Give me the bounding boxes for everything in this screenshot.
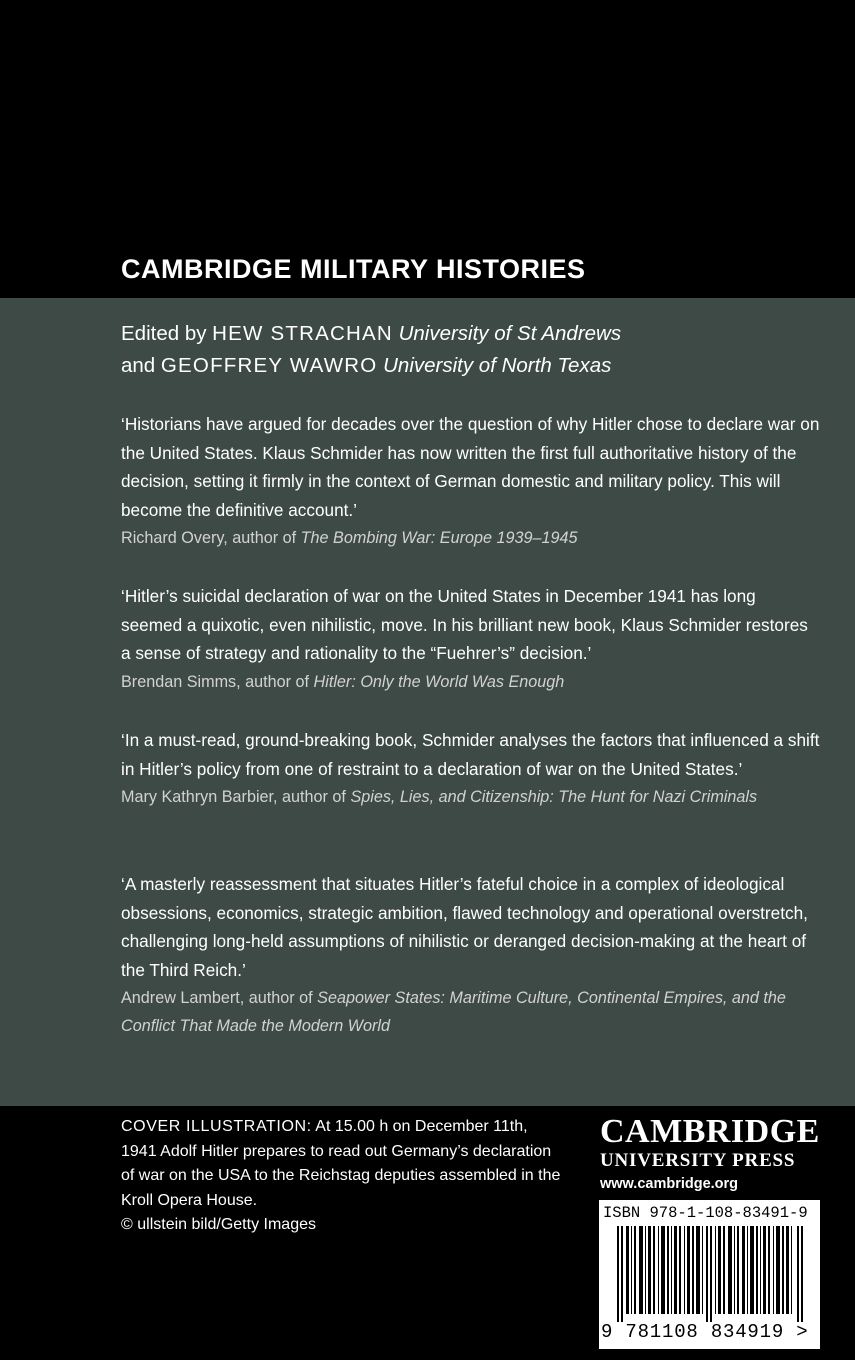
publisher-logo [600,1114,825,1196]
quote-book-title: Hitler: Only the World Was Enough [313,672,565,691]
editor-name: GEOFFREY WAWRO [160,354,378,377]
series-editors [121,318,821,382]
publisher-subname: UNIVERSITY PRESS [600,1150,796,1171]
endorsement-quote [121,870,821,1040]
cover-illustration-label: COVER ILLUSTRATION: [121,1118,312,1135]
barcode-icon [617,1226,803,1322]
publisher-name: CAMBRIDGE [600,1113,820,1150]
and-label: and [121,354,161,377]
quote-text: ‘Historians have argued for decades over the question of why Hitler chose to declare war on the United States. Klaus Schmider has now written the first full authoritative history of the decision, setting it firmly in the context of German domestic and military policy. This will become the definitive account.’ [121,414,820,520]
editor-name: HEW STRACHAN [212,322,393,345]
endorsement-quote [121,582,821,696]
quote-text: ‘A masterly reassessment that situates Hitler’s fateful choice in a complex of ideological obsessions, economics, strategic ambition, flawed technology and operational overstretch, challenging long-held assumptions of nihilistic or deranged decision-making at the heart of the Third Reich.’ [121,874,808,980]
editor-affiliation: University of North Texas [383,354,612,377]
quote-author: Brendan Simms, author of [121,672,314,691]
quote-text: ‘Hitler’s suicidal declaration of war on the United States in December 1941 has long seemed a quixotic, even nihilistic, move. In his brilliant new book, Klaus Schmider restores a sense of strategy and rationality to the “Fuehrer’s” decision.’ [121,586,808,664]
quote-book-title: The Bombing War: Europe 1939–1945 [300,529,578,548]
quote-author: Richard Overy, author of [121,529,301,548]
endorsement-quote [121,726,821,811]
editors-line-2 [121,350,821,382]
quote-attribution [121,668,821,696]
editors-line-1 [121,318,821,350]
isbn-label: ISBN 978-1-108-83491-9 [603,1204,808,1222]
quote-book-title: Seapower States: Maritime Culture, Continental Empires, and the Conflict That Made the Modern World [121,989,786,1036]
series-title: CAMBRIDGE MILITARY HISTORIES [121,254,586,284]
publisher-website: www.cambridge.org [600,1176,739,1192]
image-credit: © ullstein bild/Getty Images [121,1216,316,1233]
quote-attribution [121,783,821,811]
top-band [0,0,855,298]
quote-author: Mary Kathryn Barbier, author of [121,788,351,807]
barcode-digits: 9 781108 834919 > [601,1321,809,1343]
bottom-band [0,1106,855,1360]
quote-attribution [121,984,821,1040]
editor-affiliation: University of St Andrews [398,322,622,345]
endorsement-quote [121,410,821,552]
quote-attribution [121,524,821,552]
cover-illustration-description: At 15.00 h on December 11th, 1941 Adolf Hitler prepares to read out Germany’s declaration of war on the USA to the Reichstag deputies assembled in the Kroll Opera House. [121,1118,561,1209]
barcode-box [599,1200,820,1349]
edited-by-label: Edited by [121,322,213,345]
endorsements-panel [0,298,855,1106]
quote-author: Andrew Lambert, author of [121,989,318,1008]
cover-illustration-caption [121,1115,561,1238]
cover-illustration-text [121,1115,561,1213]
quote-text: ‘In a must-read, ground-breaking book, Schmider analyses the factors that influenced a shift in Hitler’s policy from one of restraint to a declaration of war on the United States.’ [121,730,820,779]
quote-book-title: Spies, Lies, and Citizenship: The Hunt for Nazi Criminals [350,788,758,807]
